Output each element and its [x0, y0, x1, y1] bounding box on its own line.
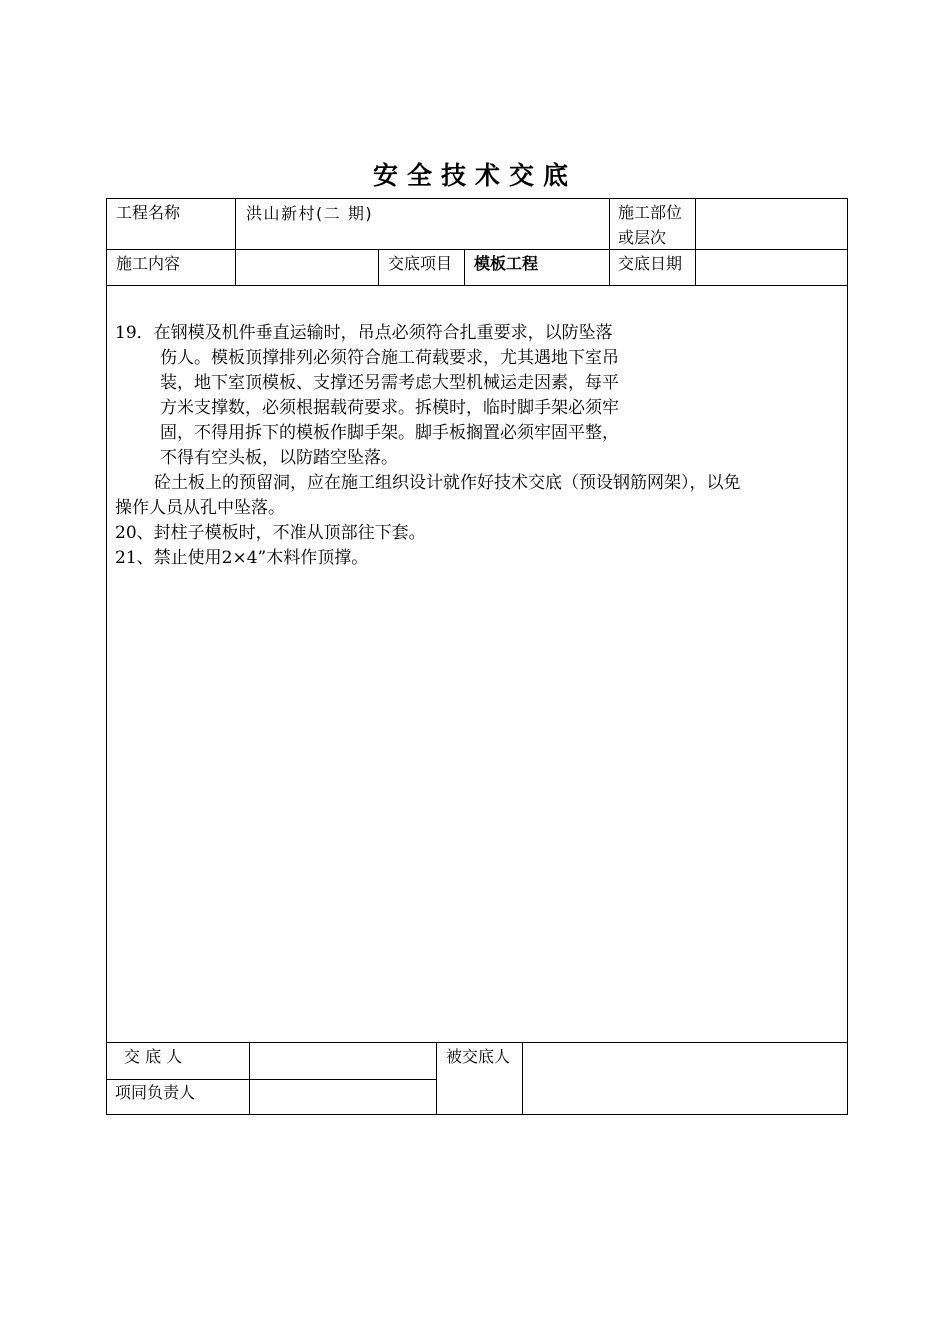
- table-line: [609, 198, 610, 286]
- table-line: [106, 198, 848, 199]
- table-line: [378, 249, 379, 286]
- content-line: 装，地下室顶模板、支撑还另需考虑大型机械运走因素，每平: [160, 373, 619, 393]
- table-line: [106, 249, 848, 250]
- manager-label: 项同负责人: [115, 1083, 196, 1102]
- date-label: 交底日期: [618, 254, 683, 273]
- table-line: [522, 1042, 523, 1115]
- table-line: [235, 198, 236, 286]
- content-line: 20、封柱子模板时，不准从顶部往下套。: [115, 523, 426, 543]
- item-value: 模板工程: [474, 254, 539, 273]
- table-line: [695, 198, 696, 286]
- disclosure-content: [115, 321, 840, 571]
- content-line: 操作人员从孔中坠落。: [115, 498, 285, 518]
- table-line: [847, 198, 848, 1115]
- content-label: 施工内容: [116, 254, 181, 273]
- table-line: [106, 198, 107, 1115]
- content-line: 不得有空头板，以防踏空坠落。: [160, 448, 398, 468]
- project-name-value: 洪山新村(二 期): [246, 204, 374, 223]
- table-line: [106, 1042, 848, 1043]
- content-line: 19．在钢模及机件垂直运输时，吊点必须符合扎重要求，以防坠落: [115, 323, 613, 343]
- page-title: 安全技术交底: [372, 161, 577, 190]
- table-line: [106, 1114, 848, 1115]
- content-line: 砼土板上的预留洞，应在施工组织设计就作好技术交底（预设钢筋网架），以免: [154, 473, 741, 493]
- content-line: 固，不得用拆下的模板作脚手架。脚手板搁置必须牢固平整，: [160, 423, 619, 443]
- receiver-label: 被交底人: [446, 1047, 511, 1066]
- discloser-label: 交 底 人: [124, 1047, 183, 1066]
- project-name-label: 工程名称: [116, 203, 181, 222]
- table-line: [436, 1042, 437, 1115]
- item-label: 交底项目: [388, 254, 453, 273]
- table-line: [249, 1042, 250, 1115]
- location-label: 施工部位 或层次: [618, 203, 683, 247]
- content-line: 方米支撑数，必须根据载荷要求。拆模时，临时脚手架必须牢: [160, 398, 619, 418]
- table-line: [106, 285, 848, 286]
- table-line: [464, 249, 465, 286]
- content-line: 伤人。模板顶撑排列必须符合施工荷载要求，尤其遇地下室吊: [160, 348, 619, 368]
- content-line: 21、禁止使用2×4”木料作顶撑。: [115, 548, 369, 568]
